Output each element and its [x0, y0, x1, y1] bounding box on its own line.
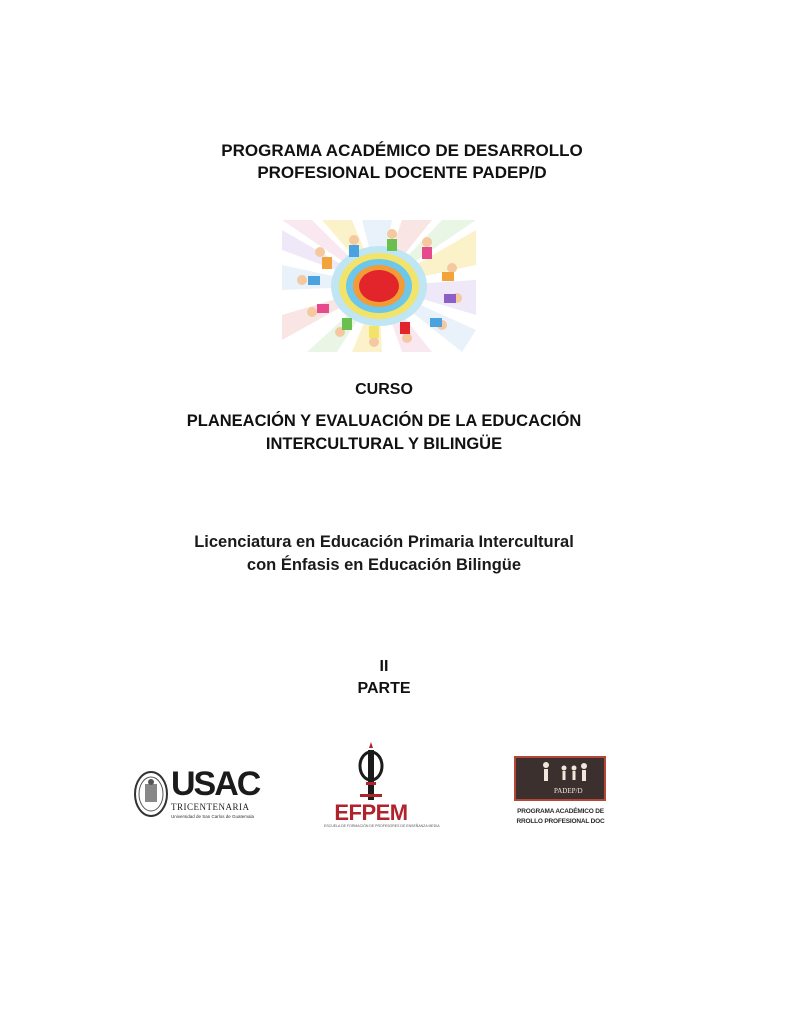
usac-logo	[133, 762, 260, 828]
course-label: CURSO	[355, 381, 413, 398]
efpem-emblem-icon	[352, 742, 390, 800]
part-label: PARTE	[357, 680, 411, 697]
efpem-wordmark: EFPEM	[334, 800, 408, 825]
efpem-subtitle: ESCUELA DE FORMACIÓN DE PROFESORES DE ENSEÑANZA MEDIA	[324, 824, 440, 828]
degree-title-line1: Licenciatura en Educación Primaria Intercultural	[194, 533, 574, 551]
family-figures-icon	[516, 760, 604, 788]
degree-title	[0, 531, 768, 577]
padep-logo	[509, 756, 612, 832]
padep-name: PADEP/D	[554, 787, 583, 795]
usac-seal-icon	[133, 768, 169, 820]
program-title-line2: PROFESIONAL DOCENTE PADEP/D	[257, 163, 547, 182]
padep-caption-line2: RROLLO PROFESIONAL DOC	[516, 818, 605, 825]
program-title	[18, 140, 786, 184]
course-title	[0, 410, 768, 456]
part-number: II	[379, 658, 389, 675]
usac-university-name: Universidad de San Carlos de Guatemala	[171, 814, 255, 819]
padep-chalkboard	[514, 756, 606, 801]
padep-caption-line1: PROGRAMA ACADÉMICO DE	[517, 808, 604, 815]
usac-tricentenaria: TRICENTENARIA	[171, 802, 250, 812]
usac-wordmark: USAC	[171, 765, 260, 803]
part-indicator	[0, 656, 768, 700]
program-title-line1: PROGRAMA ACADÉMICO DE DESARROLLO	[221, 141, 583, 160]
children-circle-illustration	[282, 220, 476, 352]
course-title-line1: PLANEACIÓN Y EVALUACIÓN DE LA EDUCACIÓN	[186, 412, 582, 430]
course-title-line2: INTERCULTURAL Y BILINGÜE	[265, 435, 503, 453]
efpem-logo	[322, 742, 440, 832]
degree-title-line2: con Énfasis en Educación Bilingüe	[246, 556, 522, 574]
